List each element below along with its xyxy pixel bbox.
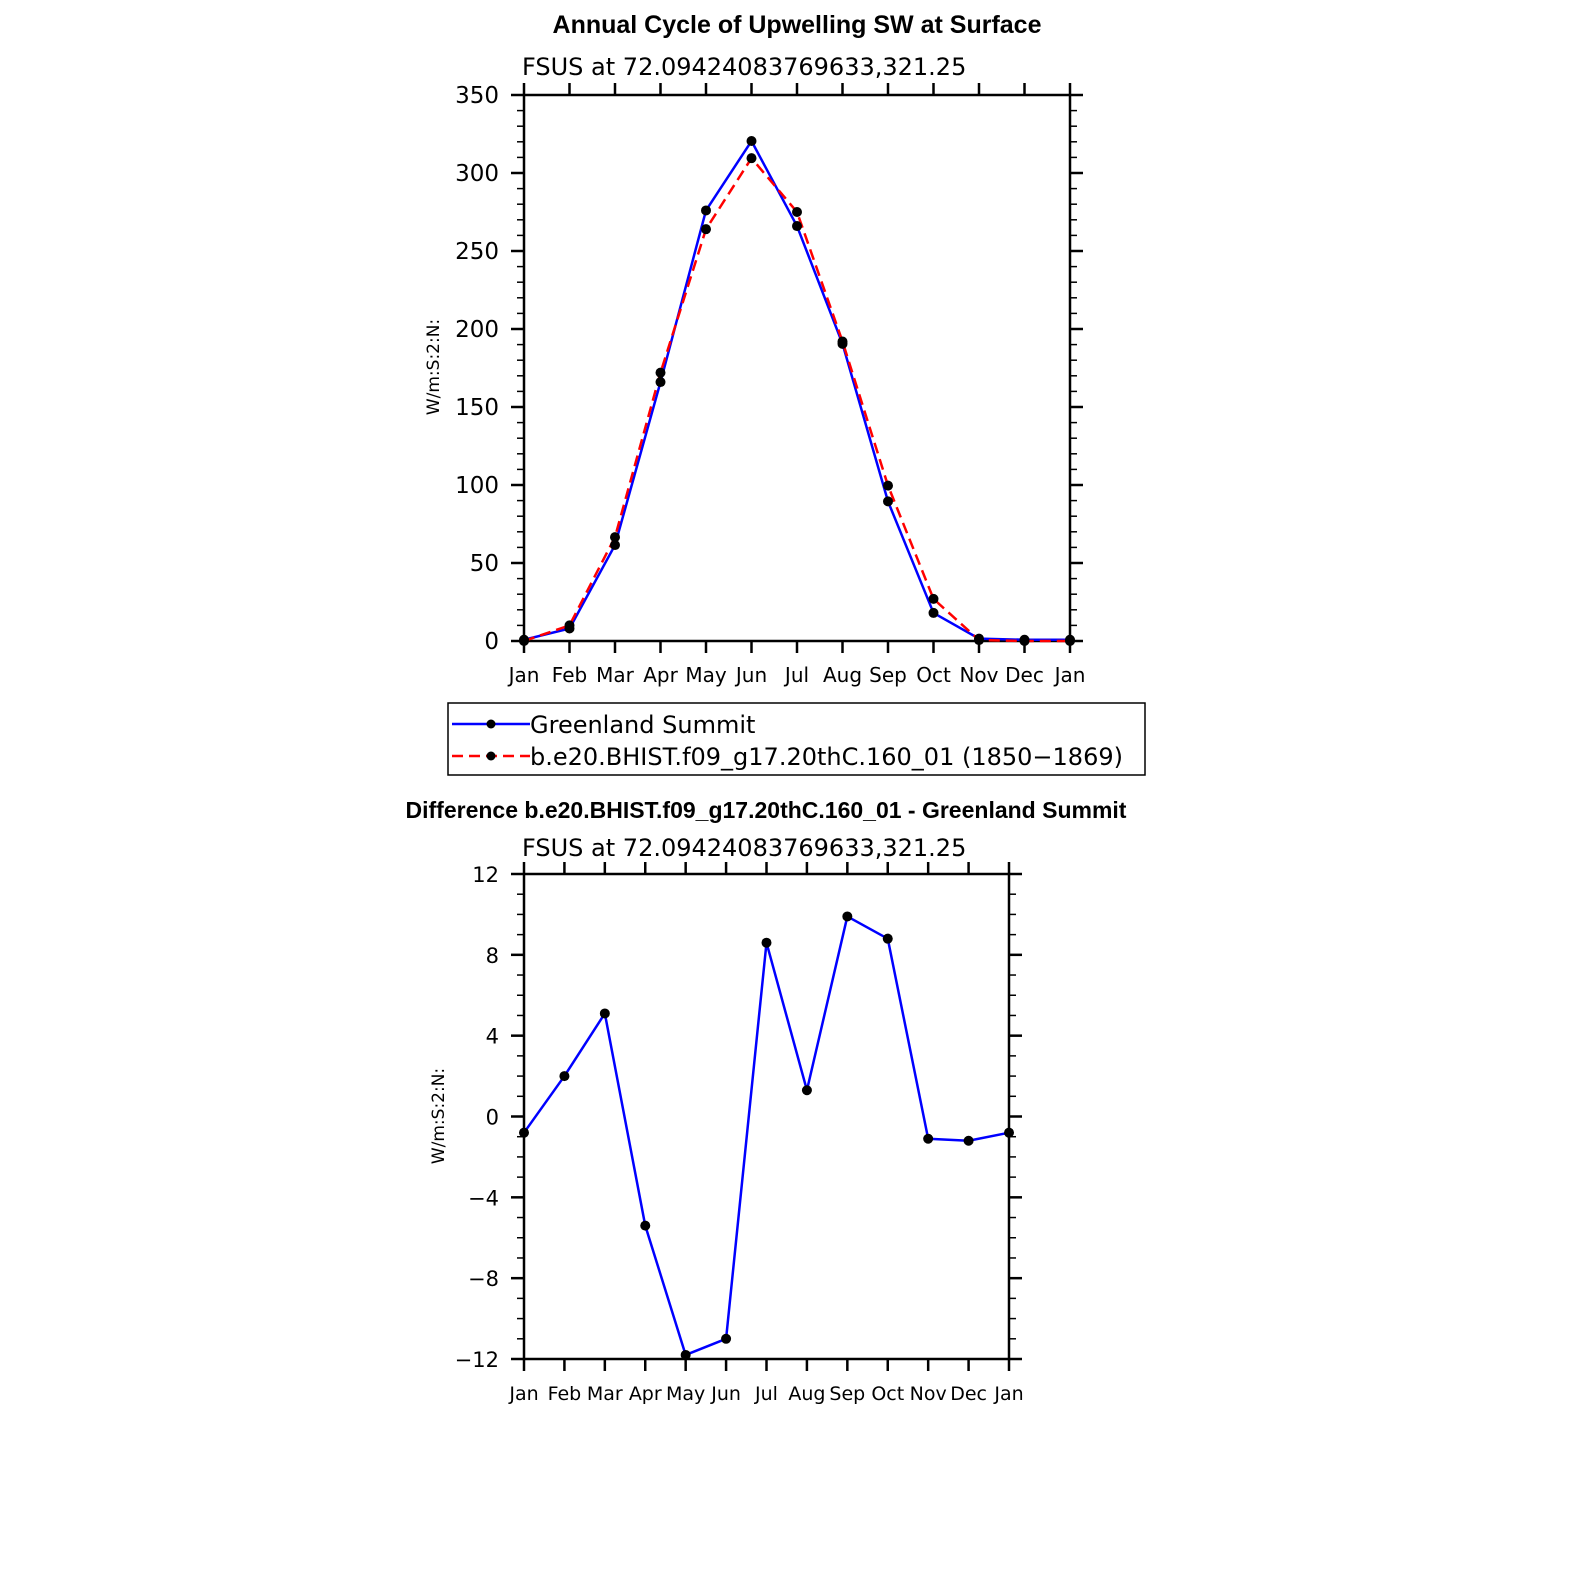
difference-chart	[406, 797, 1127, 1405]
y-tick-label: 0	[485, 1105, 499, 1130]
y-tick-label: −8	[468, 1267, 499, 1292]
data-point-0	[964, 1136, 974, 1146]
x-tick-label: Dec	[1005, 663, 1044, 687]
chart-subtitle: FSUS at 72.09424083769633,321.25	[522, 834, 967, 862]
x-tick-label: Jul	[755, 1383, 778, 1405]
data-point-1	[610, 532, 620, 542]
annual-cycle-chart	[424, 11, 1145, 775]
x-tick-label: Dec	[950, 1383, 987, 1405]
x-tick-label: Sep	[869, 663, 907, 687]
data-point-0	[656, 377, 666, 387]
data-point-0	[559, 1071, 569, 1081]
y-tick-label: 300	[455, 161, 499, 187]
y-axis-label: W/m:S:2:N:	[424, 318, 444, 416]
data-point-0	[883, 496, 893, 506]
x-tick-label: Nov	[909, 1383, 947, 1405]
x-tick-label: Mar	[586, 1383, 623, 1405]
data-point-0	[842, 911, 852, 921]
data-point-0	[640, 1221, 650, 1231]
chart-subtitle: FSUS at 72.09424083769633,321.25	[522, 53, 967, 81]
y-tick-label: 50	[469, 551, 499, 577]
data-point-1	[1020, 636, 1030, 646]
x-tick-label: Mar	[596, 663, 634, 687]
x-tick-label: Jan	[1054, 663, 1086, 687]
data-point-1	[838, 336, 848, 346]
x-tick-label: Aug	[788, 1383, 826, 1405]
data-point-0	[802, 1085, 812, 1095]
data-point-1	[792, 207, 802, 217]
x-tick-label: Jan	[509, 1383, 539, 1405]
y-tick-label: 100	[455, 473, 499, 499]
x-tick-label: Sep	[829, 1383, 866, 1405]
data-point-0	[747, 136, 757, 146]
data-point-1	[883, 481, 893, 491]
legend	[448, 703, 1145, 775]
data-point-0	[923, 1134, 933, 1144]
y-tick-label: 150	[455, 395, 499, 421]
x-tick-label: Jun	[735, 663, 768, 687]
x-tick-label: Jan	[994, 1383, 1024, 1405]
data-point-1	[974, 635, 984, 645]
y-axis-label: W/m:S:2:N:	[429, 1067, 449, 1165]
data-point-0	[929, 608, 939, 618]
x-tick-label: Jun	[711, 1383, 741, 1405]
x-tick-label: Jul	[784, 663, 810, 687]
x-tick-label: Apr	[643, 663, 678, 687]
chart-title: Annual Cycle of Upwelling SW at Surface	[552, 11, 1042, 39]
x-tick-label: Oct	[916, 663, 951, 687]
x-tick-label: Nov	[959, 663, 999, 687]
data-point-0	[1004, 1128, 1014, 1138]
data-point-0	[762, 938, 772, 948]
legend-marker-greenland-summit	[487, 720, 496, 729]
x-tick-label: Feb	[547, 1383, 582, 1405]
x-tick-label: Jan	[508, 663, 540, 687]
data-point-0	[721, 1334, 731, 1344]
y-tick-label: 350	[455, 83, 499, 109]
y-tick-label: 0	[484, 629, 499, 655]
y-tick-label: 12	[472, 863, 499, 887]
legend-label-model: b.e20.BHIST.f09_g17.20thC.160_01 (1850−1869)	[530, 743, 1123, 771]
x-tick-label: Apr	[628, 1383, 662, 1405]
y-tick-label: 250	[455, 239, 499, 265]
plot-area	[455, 862, 1024, 1405]
x-tick-label: Feb	[551, 663, 588, 687]
y-tick-label: −4	[468, 1186, 499, 1211]
chart-title: Difference b.e20.BHIST.f09_g17.20thC.160_01 - Greenland Summit	[405, 797, 1127, 823]
x-tick-label: May	[666, 1383, 706, 1405]
plot-frame	[524, 95, 1070, 641]
series-line-0	[524, 916, 1009, 1355]
data-point-1	[701, 224, 711, 234]
x-tick-label: Oct	[871, 1383, 905, 1405]
data-point-1	[519, 636, 529, 646]
x-tick-label: Aug	[822, 663, 863, 687]
data-point-1	[747, 153, 757, 163]
data-point-0	[883, 934, 893, 944]
x-tick-label: May	[685, 663, 727, 687]
data-point-1	[929, 594, 939, 604]
data-point-0	[600, 1008, 610, 1018]
y-tick-label: 4	[485, 1024, 499, 1049]
plot-area	[455, 83, 1085, 687]
data-point-0	[792, 221, 802, 231]
data-point-0	[701, 205, 711, 215]
y-tick-label: −12	[454, 1348, 499, 1372]
legend-marker-model	[487, 752, 496, 761]
data-point-0	[519, 1128, 529, 1138]
legend-label-greenland-summit: Greenland Summit	[530, 711, 756, 739]
data-point-1	[656, 368, 666, 378]
y-tick-label: 200	[455, 317, 499, 343]
data-point-1	[1065, 636, 1075, 646]
y-tick-label: 8	[485, 943, 499, 968]
data-point-0	[681, 1350, 691, 1360]
data-point-1	[565, 620, 575, 630]
